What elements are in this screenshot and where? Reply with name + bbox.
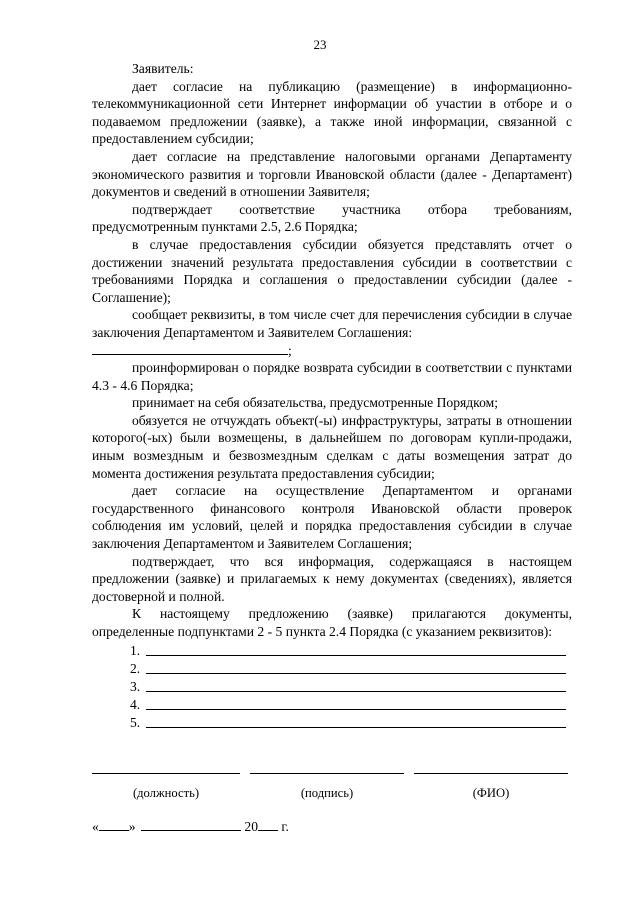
requisites-end: ; (288, 342, 292, 358)
no-alienation-obligation: обязуется не отчуждать объект(-ы) инфраструктуры, затраты в отношении которого(-ых) были возмещены, в дальнейшем по договорам купли-продажи, иным возмездным и безвозмездным сделкам с даты возмещения затрат до момента достижения результата предоставления субсидии; (92, 412, 572, 481)
list-item-number: 4. (130, 696, 141, 712)
consent-tax-authorities: дает согласие на представление налоговыми органами Департаменту экономического развития и торговли Ивановской области (далее - Департамент) документов и сведений в отношении Заявителя; (92, 148, 572, 200)
document-input-line[interactable] (146, 691, 566, 692)
day-input-line[interactable] (99, 818, 129, 831)
attached-documents-list (92, 642, 572, 732)
requisites-fill (92, 342, 572, 360)
name-caption: (ФИО) (472, 786, 510, 800)
attached-documents-intro: К настоящему предложению (заявке) прилагаются документы, определенные подпунктами 2 - 5 пункта 2.4 Порядка (с указанием реквизитов): (92, 606, 572, 639)
name-input-line[interactable] (414, 773, 568, 774)
list-item (92, 696, 572, 714)
confirms-accuracy: подтверждает, что вся информация, содержащаяся в настоящем предложении (заявке) и прилагаемых к нему документах (сведениях), является достоверной и полной. (92, 553, 572, 604)
list-item-number: 3. (130, 678, 141, 694)
document-input-line[interactable] (146, 709, 566, 710)
date-open-quote: « (92, 819, 99, 834)
signature-input-line[interactable] (250, 773, 404, 774)
position-input-line[interactable] (92, 773, 240, 774)
month-input-line[interactable] (141, 818, 241, 831)
list-item (92, 714, 572, 732)
list-item-number: 1. (130, 642, 141, 658)
consent-publication: дает согласие на публикацию (размещение) в информационно-телекоммуникационной сети Интернет информации об участии в отборе и о подаваемом предложении (заявке), а также иной информации, связанной с предоставлением субсидии; (92, 78, 572, 147)
year-input-line[interactable] (258, 818, 278, 831)
signature-caption: (подпись) (300, 786, 354, 800)
date-line (92, 818, 289, 835)
position-caption: (должность) (132, 786, 200, 800)
confirms-compliance: подтверждает соответствие участника отбора требованиям, предусмотренным пунктами 2.5, 2.6 Порядка; (92, 201, 572, 235)
report-obligation: в случае предоставления субсидии обязуется представлять отчет о достижении значений результата предоставления субсидии в соответствии с требованиями Порядка и соглашения о предоставлении субсидии (далее - Соглашение); (92, 236, 572, 305)
year-suffix: г. (281, 819, 289, 834)
refund-informed: проинформирован о порядке возврата субсидии в соответствии с пунктами 4.3 - 4.6 Порядка; (92, 360, 572, 393)
applicant-heading: Заявитель: (132, 61, 194, 76)
page-number: 23 (313, 37, 327, 52)
document-input-line[interactable] (146, 655, 566, 656)
list-item (92, 660, 572, 678)
consent-inspections: дает согласие на осуществление Департаментом и органами государственного финансового контроля Ивановской области проверок соблюдения им условий, целей и порядка предоставления субсидии в случае заключения Департаментом и Заявителем Соглашения; (92, 483, 572, 552)
requisites-statement: сообщает реквизиты, в том числе счет для перечисления субсидии в случае заключения Департаментом и Заявителем Соглашения: (92, 307, 572, 340)
date-close-quote: » (128, 819, 136, 834)
list-item (92, 678, 572, 696)
requisites-input-line[interactable] (92, 342, 288, 355)
list-item-number: 2. (130, 660, 141, 676)
list-item-number: 5. (130, 714, 141, 730)
application-body (92, 60, 572, 732)
document-input-line[interactable] (146, 727, 566, 728)
year-prefix: 20 (244, 819, 258, 834)
document-input-line[interactable] (146, 673, 566, 674)
accepts-obligations: принимает на себя обязательства, предусмотренные Порядком; (132, 395, 499, 411)
list-item (92, 642, 572, 660)
